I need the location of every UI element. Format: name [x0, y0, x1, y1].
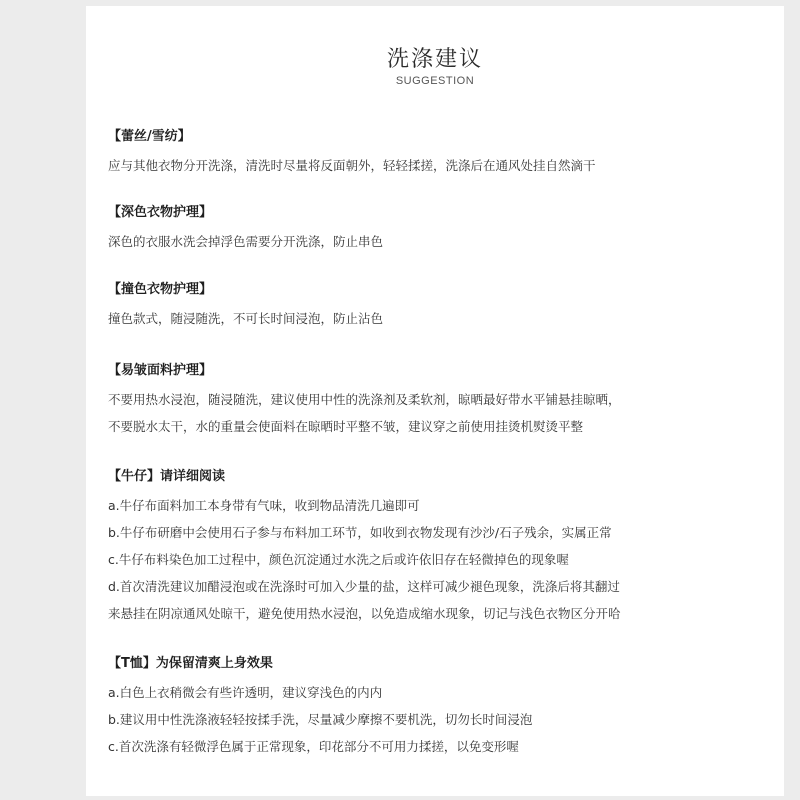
section-text-line: a.牛仔布面料加工本身带有气味，收到物品清洗几遍即可 — [108, 498, 420, 513]
section-heading: 【撞色衣物护理】 — [108, 282, 213, 297]
page-title: 洗涤建议 — [386, 47, 483, 72]
section-text-line: 不要脱水太干，水的重量会使面料在晾晒时平整不皱，建议穿之前使用挂烫机熨烫平整 — [108, 419, 584, 434]
section-text-line: 撞色款式，随浸随洗，不可长时间浸泡，防止沾色 — [108, 311, 384, 326]
section-text-line: d.首次清洗建议加醋浸泡或在洗涤时可加入少量的盐，这样可减少褪色现象，洗涤后将其翻过 — [108, 579, 620, 594]
section-text-line: 应与其他衣物分开洗涤，清洗时尽量将反面朝外，轻轻揉搓，洗涤后在通风处挂自然滴干 — [108, 158, 596, 173]
section-heading: 【易皱面料护理】 — [108, 363, 213, 378]
document-card — [86, 6, 784, 796]
section-denim — [108, 467, 768, 628]
section-text-line: b.牛仔布研磨中会使用石子参与布料加工环节，如收到衣物发现有沙沙/石子残余，实属正常 — [108, 525, 612, 540]
section-heading: 【T恤】为保留清爽上身效果 — [108, 656, 273, 671]
section-text-line: 来悬挂在阴凉通风处晾干，避免使用热水浸泡，以免造成缩水现象，切记与浅色衣物区分开哈 — [108, 606, 621, 621]
section-dark-clothing-care — [108, 203, 768, 256]
section-text-line: 深色的衣服水洗会掉浮色需要分开洗涤，防止串色 — [108, 234, 384, 249]
section-lace-chiffon — [108, 127, 768, 180]
section-heading: 【深色衣物护理】 — [108, 205, 213, 220]
section-text-line: a.白色上衣稍微会有些许透明，建议穿浅色的内内 — [108, 685, 383, 700]
section-heading: 【蕾丝/雪纺】 — [108, 129, 191, 144]
section-text-line: b.建议用中性洗涤液轻轻按揉手洗，尽量减少摩擦不要机洗，切勿长时间浸泡 — [108, 712, 533, 727]
page-subtitle: SUGGESTION — [395, 75, 475, 87]
section-wrinkle-prone-care — [108, 361, 768, 441]
section-text-line: 不要用热水浸泡，随浸随洗，建议使用中性的洗涤剂及柔软剂，晾晒最好带水平铺悬挂晾晒， — [108, 392, 621, 407]
section-text-line: c.首次洗涤有轻微浮色属于正常现象，印花部分不可用力揉搓，以免变形喔 — [108, 739, 519, 754]
section-heading: 【牛仔】请详细阅读 — [108, 469, 226, 484]
section-text-line: c.牛仔布料染色加工过程中，颜色沉淀通过水洗之后或许依旧存在轻微掉色的现象喔 — [108, 552, 569, 567]
section-tshirt — [108, 654, 768, 761]
section-contrast-color-care — [108, 280, 768, 333]
